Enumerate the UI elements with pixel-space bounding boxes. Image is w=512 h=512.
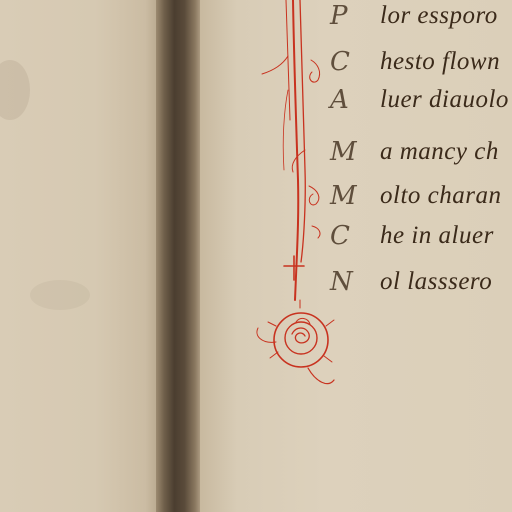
line-text: lor essporo <box>380 2 498 29</box>
line-text: olto charan <box>380 182 502 209</box>
verse-line <box>330 0 498 36</box>
line-text: hesto flown <box>380 48 501 75</box>
line-initial: C <box>330 221 350 251</box>
verse-line <box>330 262 492 302</box>
line-text: a mancy ch <box>380 138 499 165</box>
verse-line <box>330 216 494 256</box>
line-initial: C <box>330 47 350 77</box>
line-text: ol lasssero <box>380 268 493 295</box>
line-initial: M <box>330 181 357 211</box>
line-initial: M <box>330 137 357 167</box>
verse-line <box>330 42 500 82</box>
verse-line <box>330 176 501 216</box>
line-initial: N <box>330 267 353 297</box>
line-initial: P <box>330 1 348 31</box>
verse-line <box>330 80 509 120</box>
line-text: he in aluer <box>380 222 494 249</box>
line-text: luer diauolo <box>380 86 509 113</box>
line-initial: A <box>330 85 349 115</box>
verse-line <box>330 132 499 172</box>
